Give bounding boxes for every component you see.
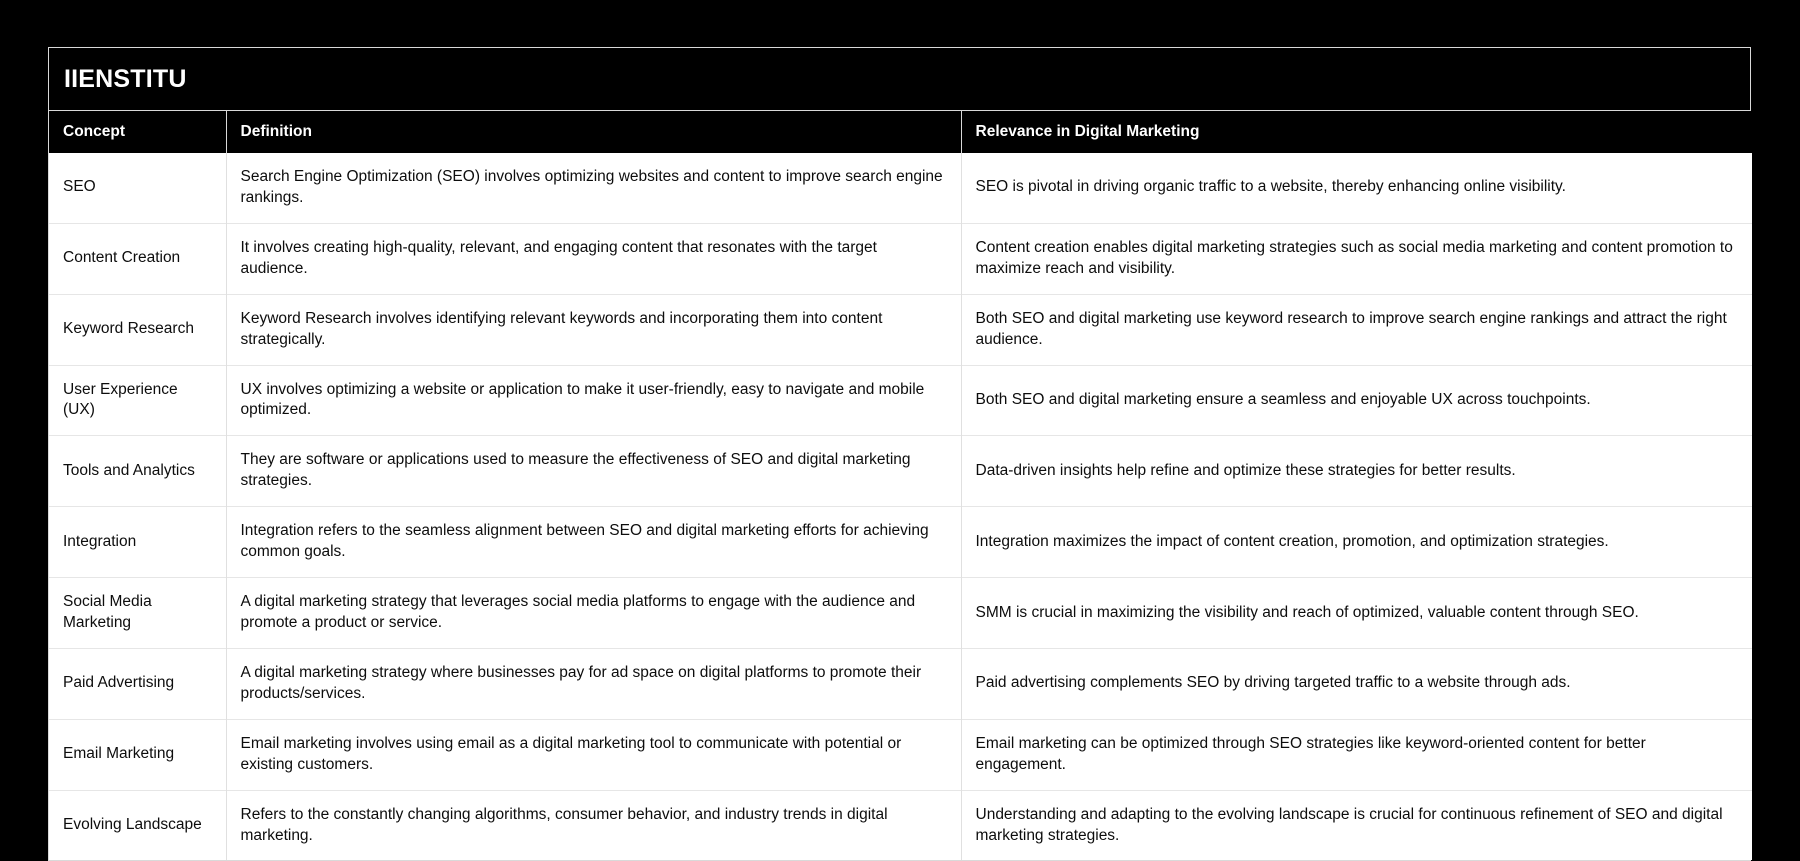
column-header-relevance: Relevance in Digital Marketing bbox=[975, 123, 1200, 140]
table-header bbox=[49, 111, 1752, 153]
table-row bbox=[49, 507, 1752, 578]
cell-concept: Social Media Marketing bbox=[49, 578, 226, 649]
table-row bbox=[49, 436, 1752, 507]
cell-concept: Content Creation bbox=[49, 223, 226, 294]
cell-definition: A digital marketing strategy where businesses pay for ad space on digital platforms to promote their products/services. bbox=[226, 648, 961, 719]
table-row bbox=[49, 223, 1752, 294]
cell-concept: SEO bbox=[49, 153, 226, 223]
cell-definition: Email marketing involves using email as a digital marketing tool to communicate with potential or existing customers. bbox=[226, 719, 961, 790]
cell-definition: Integration refers to the seamless alignment between SEO and digital marketing efforts for achieving common goals. bbox=[226, 507, 961, 578]
table-row bbox=[49, 294, 1752, 365]
cell-relevance: SEO is pivotal in driving organic traffic to a website, thereby enhancing online visibility. bbox=[961, 153, 1752, 223]
column-header-definition: Definition bbox=[226, 111, 961, 153]
cell-definition: They are software or applications used to measure the effectiveness of SEO and digital marketing strategies. bbox=[226, 436, 961, 507]
cell-definition: It involves creating high-quality, relevant, and engaging content that resonates with the target audience. bbox=[226, 223, 961, 294]
cell-definition: Keyword Research involves identifying relevant keywords and incorporating them into content strategically. bbox=[226, 294, 961, 365]
cell-concept: Integration bbox=[49, 507, 226, 578]
column-header-concept: Concept bbox=[49, 111, 226, 153]
table-body bbox=[49, 153, 1752, 860]
table-row bbox=[49, 365, 1752, 436]
cell-definition: Refers to the constantly changing algorithms, consumer behavior, and industry trends in digital marketing. bbox=[226, 790, 961, 860]
comparison-table-card bbox=[48, 47, 1751, 861]
cell-relevance: SMM is crucial in maximizing the visibility and reach of optimized, valuable content through SEO. bbox=[961, 578, 1752, 649]
table-row bbox=[49, 153, 1752, 223]
cell-relevance: Data-driven insights help refine and optimize these strategies for better results. bbox=[961, 436, 1752, 507]
brand-header bbox=[49, 48, 1750, 111]
cell-relevance: Both SEO and digital marketing use keyword research to improve search engine rankings and attract the right audience. bbox=[961, 294, 1752, 365]
cell-relevance: Understanding and adapting to the evolving landscape is crucial for continuous refinement of SEO and digital marketing strategies. bbox=[961, 790, 1752, 860]
cell-relevance: Both SEO and digital marketing ensure a seamless and enjoyable UX across touchpoints. bbox=[961, 365, 1752, 436]
cell-relevance: Paid advertising complements SEO by driving targeted traffic to a website through ads. bbox=[961, 648, 1752, 719]
cell-definition: Search Engine Optimization (SEO) involves optimizing websites and content to improve search engine rankings. bbox=[226, 153, 961, 223]
cell-concept: Tools and Analytics bbox=[49, 436, 226, 507]
cell-concept: User Experience (UX) bbox=[49, 365, 226, 436]
cell-concept: Email Marketing bbox=[49, 719, 226, 790]
table-row bbox=[49, 790, 1752, 860]
table-row bbox=[49, 648, 1752, 719]
cell-concept: Evolving Landscape bbox=[49, 790, 226, 860]
header-row bbox=[49, 111, 1752, 153]
cell-relevance: Email marketing can be optimized through SEO strategies like keyword-oriented content for better engagement. bbox=[961, 719, 1752, 790]
concepts-table bbox=[49, 111, 1752, 860]
brand-title: IIENSTITU bbox=[64, 64, 187, 93]
cell-definition: A digital marketing strategy that leverages social media platforms to engage with the audience and promote a product or service. bbox=[226, 578, 961, 649]
cell-definition: UX involves optimizing a website or application to make it user-friendly, easy to navigate and mobile optimized. bbox=[226, 365, 961, 436]
cell-concept: Keyword Research bbox=[49, 294, 226, 365]
cell-relevance: Integration maximizes the impact of content creation, promotion, and optimization strategies. bbox=[961, 507, 1752, 578]
cell-concept: Paid Advertising bbox=[49, 648, 226, 719]
table-row bbox=[49, 719, 1752, 790]
cell-relevance: Content creation enables digital marketing strategies such as social media marketing and content promotion to maximize reach and visibility. bbox=[961, 223, 1752, 294]
table-row bbox=[49, 578, 1752, 649]
